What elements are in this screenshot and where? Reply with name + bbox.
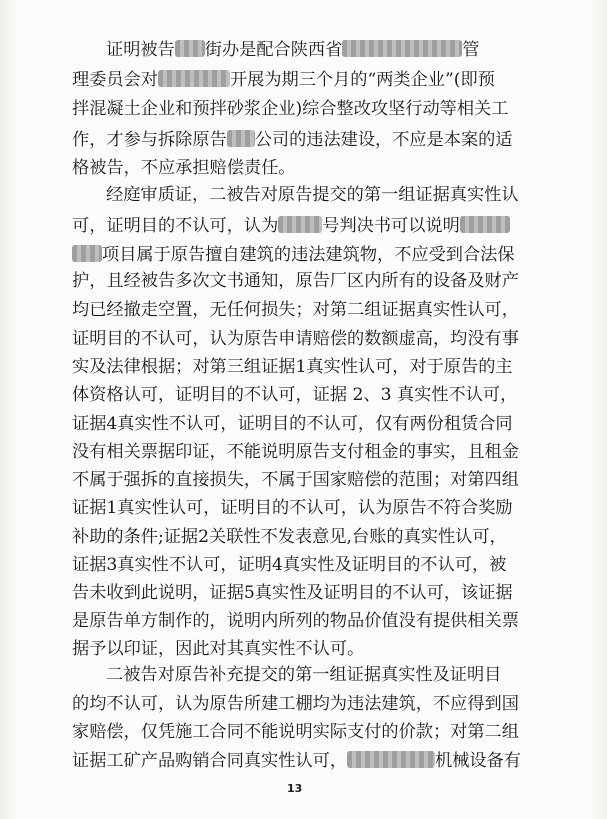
redaction-block [347,751,435,768]
text-line [72,416,513,433]
text-line [72,529,507,546]
text-segment: 均已经撤走空置，无任何损失；对第二组证据真实性认可， [72,300,519,320]
text-line [106,40,479,59]
text-line [72,641,364,658]
text-line [72,387,517,404]
redaction-block [72,245,102,262]
text-segment: 管 [462,40,480,60]
redaction-block [227,130,255,147]
text-segment: 证据工矿产品购销合同真实性认可， [72,751,348,771]
text-line [72,359,513,376]
redaction-block [342,40,462,57]
text-segment: 格被告，不应承担赔偿责任。 [72,158,296,178]
redaction-block [158,70,230,87]
text-segment: 可，证明目的不认可，认为 [72,216,279,236]
text-segment: 证明目的不认可，认为原告申请赔偿的数额虚高，均没有事 [72,329,519,349]
text-segment: 拌混凝土企业和预拌砂浆企业)综合整改攻坚行动等相关工 [72,99,509,119]
text-segment: 补助的条件;证据2关联性不发表意见,台账的真实性认可， [72,527,507,547]
text-line [72,245,515,264]
text-segment: 机械设备有 [435,751,521,771]
text-segment: 实及法律根据；对第三组证据1真实性认可，对于原告的主 [72,357,513,377]
text-line [72,444,519,461]
text-segment: 作，才参与拆除原告 [72,130,227,150]
redaction-block [460,216,510,233]
text-segment: 不属于强拆的直接损失，不属于国家赔偿的范围；对第四组 [72,470,519,490]
text-line [72,557,506,574]
text-segment: 体资格认可，证明目的不认可，证据 2、3 真实性不认可， [72,385,518,405]
text-segment: 证据4真实性不认可，证明目的不认可，仅有两份租赁合同 [72,414,513,434]
text-line [72,696,519,713]
text-line [72,613,519,630]
text-line [72,500,513,517]
text-line [106,187,519,204]
text-segment: 公司的违法建设，不应是本案的适 [254,130,513,150]
text-segment: 告未收到此说明，证据5真实性及证明目的不认可，该证据 [72,583,513,603]
text-segment: 证据3真实性不认可，证明4真实性及证明目的不认可，被 [72,555,507,575]
text-line [72,302,519,319]
text-segment: 据予以印证，因此对其真实性不认可。 [72,639,365,659]
text-line [72,216,510,235]
redaction-block [278,216,322,233]
text-segment: 护，且经被告多次文书通知，原告厂区内所有的设备及财产 [72,271,519,291]
text-segment: 没有相关票据印证，不能说明原告支付租金的事实，且租金 [72,442,519,462]
text-segment: 的均不认可，认为原告所建工棚均为违法建筑，不应得到国 [72,694,519,714]
text-line [72,751,521,770]
text-line [72,472,519,489]
text-segment: 街办是配合陕西省 [204,40,343,60]
redaction-block [175,40,205,57]
text-segment: 家赔偿，仅凭施工合同不能说明实际支付的价款；对第二组 [72,722,519,742]
text-line [72,70,495,89]
text-line [72,273,519,290]
page-number: 13 [287,782,303,795]
text-segment: 证据1真实性认可，证明目的不认可，认为原告不符合奖励 [72,498,513,518]
text-line [106,667,501,684]
text-segment: 经庭审质证，二被告对原告提交的第一组证据真实性认 [106,185,519,205]
text-line [72,160,295,177]
text-segment: 是原告单方制作的，说明内所列的物品价值没有提供相关票 [72,611,519,631]
text-segment: 号判决书可以说明 [322,216,460,236]
text-segment: 证明被告 [106,40,175,60]
text-line [72,101,508,118]
text-line [72,130,513,149]
text-segment: 开展为期三个月的“两类企业”(即预 [229,70,495,90]
text-segment: 项目属于原告擅自建筑的违法建筑物，不应受到合法保 [102,245,515,265]
text-line [72,585,513,602]
text-segment: 理委员会对 [72,70,158,90]
text-segment: 二被告对原告补充提交的第一组证据真实性及证明目 [106,665,502,685]
text-line [72,724,519,741]
text-line [72,331,519,348]
